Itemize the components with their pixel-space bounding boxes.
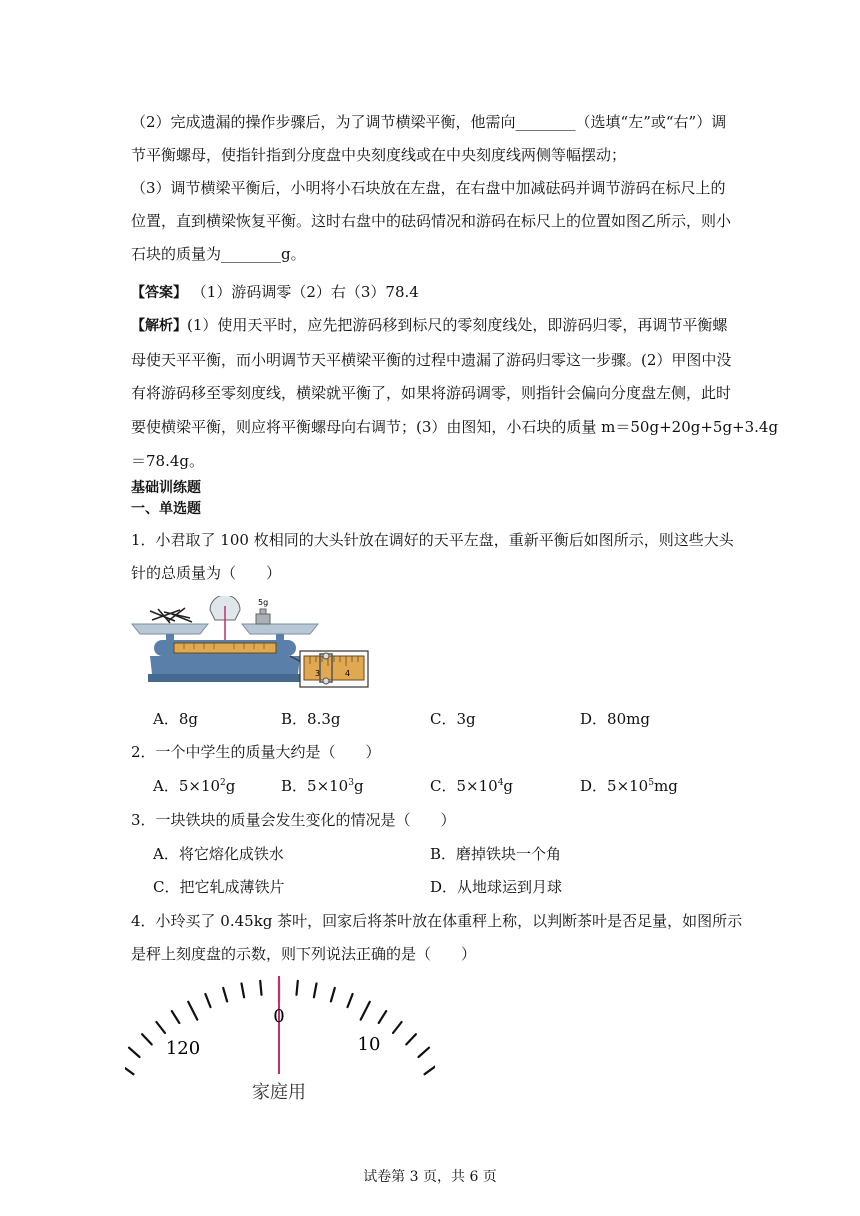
dial-tick	[406, 1034, 416, 1044]
ruler-label: 3	[315, 669, 321, 678]
question-1-cont: 针的总质量为（ ）	[131, 564, 282, 582]
dial-tick	[331, 988, 335, 1002]
q1-option-a[interactable]: A．8g	[153, 710, 198, 728]
dial-tick	[314, 984, 317, 998]
q1-option-b[interactable]: B．8.3g	[281, 710, 341, 728]
pins-icon	[150, 608, 192, 623]
question-1: 1．小君取了 100 枚相同的大头针放在调好的天平左盘，重新平衡后如图所示，则这些大头	[131, 531, 734, 549]
dial-tick	[379, 1011, 387, 1023]
subsection-title: 一、单选题	[131, 501, 201, 517]
q1-option-c[interactable]: C．3g	[430, 710, 476, 728]
dial-tick	[393, 1022, 402, 1033]
dial-left-label: 120	[165, 1038, 201, 1059]
dial-zero-label: 0	[273, 1006, 285, 1027]
dial-caption: 家庭用	[252, 1082, 306, 1103]
question-4: 4．小玲买了 0.45kg 茶叶，回家后将茶叶放在体重秤上称，以判断茶叶是否足量，如图所示	[131, 912, 743, 930]
dial-tick	[129, 1048, 140, 1057]
analysis-text: (1）使用天平时，应先把游码移到标尺的零刻度线处，即游码归零，再调节平衡螺	[187, 316, 728, 334]
dial-tick	[361, 1002, 370, 1020]
balance-figure	[130, 596, 370, 690]
q2-option-b[interactable]: B．$5\times 10^3g$	[281, 777, 364, 795]
text-line: ＝78.4g。	[131, 452, 205, 470]
weight-label: 5g	[258, 598, 269, 607]
text-line: （2）完成遗漏的操作步骤后，为了调节横梁平衡，他需向________（选填“左”或“右”）调	[131, 113, 727, 131]
q3-option-c[interactable]: C．把它轧成薄铁片	[153, 878, 285, 896]
q3-option-b[interactable]: B．磨掉铁块一个角	[430, 845, 562, 863]
dial-tick	[419, 1048, 430, 1057]
dial-tick	[297, 981, 298, 995]
text-line: 节平衡螺母，使指针指到分度盘中央刻度线或在中央刻度线两侧等幅摆动；	[131, 146, 627, 164]
scale-dial-figure	[125, 970, 435, 1110]
dial-tick	[260, 981, 261, 995]
text-line: 位置，直到横梁恢复平衡。这时右盘中的砝码情况和游码在标尺上的位置如图乙所示，则小	[131, 212, 732, 230]
answer-text: （1）游码调零（2）右（3）78.4	[191, 283, 419, 301]
section-title: 基础训练题	[131, 480, 201, 496]
q3-option-d[interactable]: D．从地球运到月球	[430, 878, 563, 896]
page-footer: 试卷第 3 页，共 6 页	[363, 1169, 497, 1185]
dial-tick	[223, 988, 227, 1002]
question-2: 2．一个中学生的质量大约是（ ）	[131, 743, 381, 761]
text-line: 石块的质量为________g。	[131, 245, 306, 263]
dial-tick	[348, 994, 353, 1007]
weight-icon	[256, 609, 270, 624]
text-line: 要使横梁平衡，则应将平衡螺母向右调节；(3）由图知，小石块的质量 m＝50g+20g+5g+3.4g	[131, 418, 779, 436]
dial-tick	[156, 1022, 165, 1033]
dial-tick	[142, 1034, 152, 1044]
analysis-line	[131, 315, 727, 336]
analysis-label: 【解析】	[131, 318, 187, 334]
answer-line	[131, 282, 419, 303]
dial-tick	[242, 984, 245, 998]
q2-option-a[interactable]: A．$5\times 10^2g$	[153, 777, 236, 795]
answer-label: 【答案】	[131, 285, 187, 301]
dial-right-label: 10	[357, 1034, 381, 1055]
dial-tick	[205, 994, 210, 1007]
dial-tick	[172, 1011, 180, 1023]
text-line: 有将游码移至零刻度线，横梁就平衡了，如果将游码调零，则指针会偏向分度盘左侧，此时	[131, 384, 732, 402]
q2-option-c[interactable]: C．$5\times 10^4g$	[430, 777, 514, 795]
q2-option-d[interactable]: D．$5\times 10^5mg$	[580, 777, 678, 795]
q1-option-d[interactable]: D．80mg	[580, 710, 650, 728]
ruler-label: 4	[345, 669, 351, 678]
text-line: 母使天平平衡，而小明调节天平横梁平衡的过程中遗漏了游码归零这一步骤。(2）甲图中没	[131, 351, 732, 369]
dial-tick	[425, 1062, 435, 1074]
question-3: 3．一块铁块的质量会发生变化的情况是（ ）	[131, 811, 456, 829]
dial-tick	[125, 1062, 133, 1074]
text-line: （3）调节横梁平衡后，小明将小石块放在左盘，在右盘中加减砝码并调节游码在标尺上的	[131, 179, 726, 197]
dial-tick	[188, 1002, 197, 1020]
q3-option-a[interactable]: A．将它熔化成铁水	[153, 845, 284, 863]
question-4-cont: 是秤上刻度盘的示数，则下列说法正确的是（ ）	[131, 945, 477, 963]
